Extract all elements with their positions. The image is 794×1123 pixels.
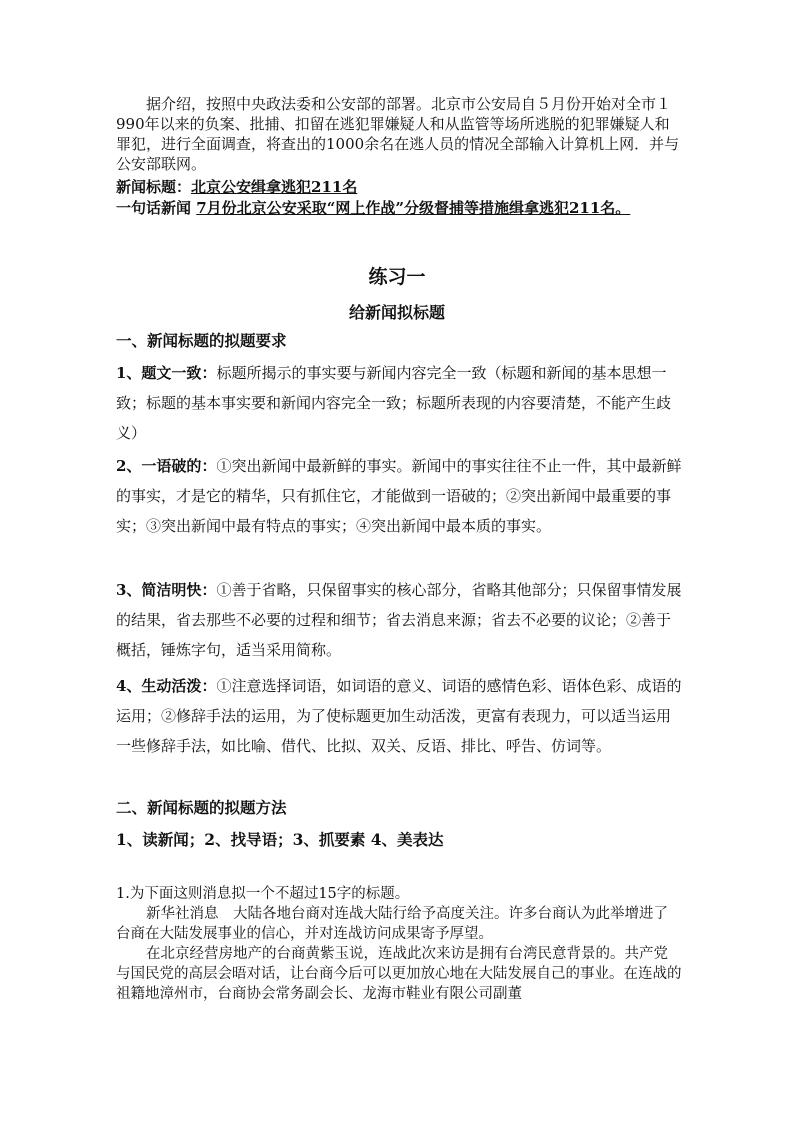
headline-text: 北京公安缉拿逃犯211名: [191, 178, 358, 196]
rule-2-text: ①突出新闻中最新鲜的事实。新闻中的事实往往不止一件，其中最新鲜的事实，才是它的精华，只有抓住它，才能做到一语破的；②突出新闻中最重要的事实；③突出新闻中最有特点的事实；④突出新闻中最本质的事实。: [116, 457, 682, 535]
section2-methods: 1、读新闻；2、找导语；3、抓要素 4、美表达: [116, 830, 444, 849]
headline-label: 新闻标题：: [116, 178, 192, 196]
rule-4-text: ①注意选择词语，如词语的意义、词语的感情色彩、语体色彩、成语的运用；②修辞手法的运用，为了使标题更加生动活泼，更富有表现力，可以适当运用一些修辞手法，如比喻、借代、比拟、双关、反语、排比、呼告、仿词等。: [116, 677, 682, 755]
intro-block: [116, 94, 682, 174]
question-block: [116, 884, 682, 1004]
question-para-2: 在北京经营房地产的台商黄紫玉说，连战此次来访是拥有台湾民意背景的。共产党与国民党的高层会晤对话，让台商今后可以更加放心地在大陆发展自己的事业。在连战的祖籍地漳州市，台商协会常务副会长、龙海市鞋业有限公司副董: [116, 946, 682, 1002]
oneline-label: 一句话新闻: [116, 199, 192, 217]
rule-1-text: 标题所揭示的事实要与新闻内容完全一致（标题和新闻的基本思想一致；标题的基本事实要和新闻内容完全一致；标题所表现的内容要清楚，不能产生歧义）: [116, 364, 672, 442]
rule-1: [116, 358, 682, 448]
rule-1-label: 1、题文一致：: [116, 364, 217, 382]
exercise-title: 练习一: [368, 266, 426, 288]
rule-3-text: ①善于省略，只保留事实的核心部分，省略其他部分；只保留事情发展的结果，省去那些不必要的过程和细节；省去消息来源；省去不必要的议论；②善于概括，锤炼字句，适当采用简称。: [116, 581, 682, 659]
question-prompt: 1.为下面这则消息拟一个不超过15字的标题。: [116, 886, 410, 902]
oneline-text: 7月份北京公安采取“网上作战”分级督捕等措施缉拿逃犯211名。: [196, 199, 631, 217]
exercise-subtitle: 给新闻拟标题: [348, 303, 445, 322]
headline-line: [116, 176, 357, 197]
question-para-1: 新华社消息 大陆各地台商对连战大陆行给予高度关注。许多台商认为此举增进了台商在大陆发展事业的信心，并对连战访问成果寄予厚望。: [116, 906, 668, 942]
section2-heading: 二、新闻标题的拟题方法: [116, 798, 287, 817]
rule-2-label: 2、一语破的：: [116, 457, 217, 475]
section1-heading: 一、新闻标题的拟题要求: [116, 331, 287, 350]
rule-4: [116, 671, 682, 761]
oneline-news: [116, 197, 630, 218]
rule-3-label: 3、简洁明快：: [116, 581, 217, 599]
intro-paragraph: 据介绍，按照中央政法委和公安部的部署。北京市公安局自５月份开始对全市１990年以来的负案、批捕、扣留在逃犯罪嫌疑人和从监管等场所逃脱的犯罪嫌疑人和罪犯，进行全面调查，将查出的1000余名在逃人员的情况全部输入计算机上网．并与公安部联网。: [116, 95, 680, 173]
rule-3: [116, 575, 682, 665]
rule-2: [116, 451, 682, 541]
rule-4-label: 4、生动活泼：: [116, 677, 217, 695]
